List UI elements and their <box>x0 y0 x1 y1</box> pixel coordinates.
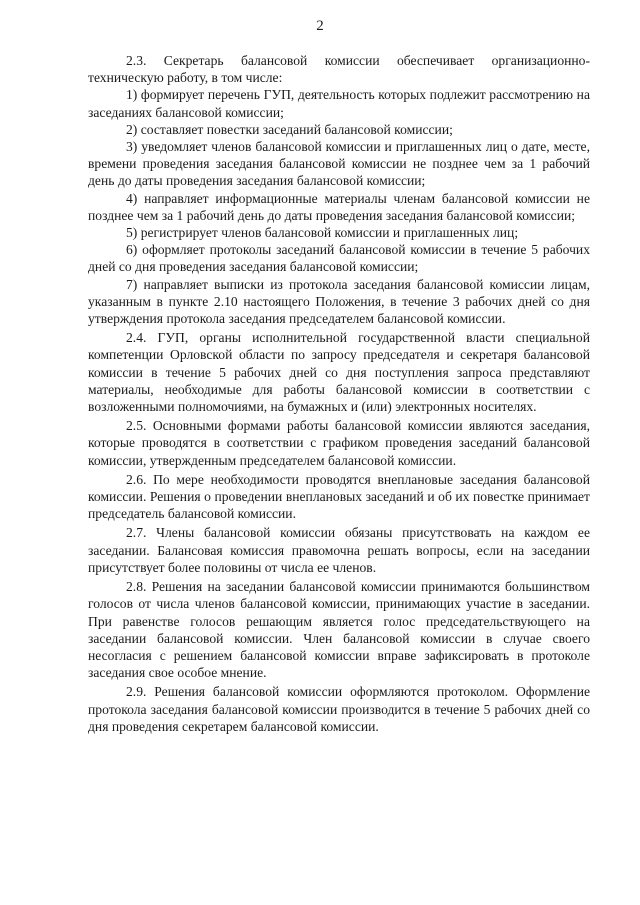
list-item-2: 2) составляет повестки заседаний балансовой комиссии; <box>126 121 453 137</box>
document-body <box>88 52 590 735</box>
paragraph-2-6: 2.6. По мере необходимости проводятся внеплановые заседания балансовой комиссии. Решения о проведении внеплановых заседаний и об их повестке принимает председатель балансовой комиссии. <box>88 471 590 522</box>
paragraph-2-7: 2.7. Члены балансовой комиссии обязаны присутствовать на каждом ее заседании. Балансовая комиссия правомочна решать вопросы, если на заседании присутствует более половины от числа ее членов. <box>88 525 590 575</box>
page-number: 2 <box>316 18 324 34</box>
paragraph-2-8: 2.8. Решения на заседании балансовой комиссии принимаются большинством голосов от числа членов балансовой комиссии, принимающих участие в заседании. При равенстве голосов решающим является голос председательствующего на заседании балансовой комиссии. Член балансовой комиссии в случае своего несогласия с решением балансовой комиссии вправе зафиксировать в протоколе заседания свое особое мнение. <box>88 579 590 681</box>
list-item-7: 7) направляет выписки из протокола заседания балансовой комиссии лицам, указанным в пункте 2.10 настоящего Положения, в течение 3 рабочих дней со дня утверждения протокола заседания председателем балансовой комиссии. <box>88 276 590 327</box>
paragraph-2-4: 2.4. ГУП, органы исполнительной государственной власти специальной компетенции Орловской области по запросу председателя и секретаря балансовой комиссии в течение 5 рабочих дней со дня поступления запроса представляют материалы, необходимые для работы балансовой комиссии в соответствии с возложенными полномочиями, на бумажных и (или) электронных носителях. <box>88 330 590 415</box>
list-item-3: 3) уведомляет членов балансовой комиссии и приглашенных лиц о дате, месте, времени проведения заседания балансовой комиссии не позднее чем за 1 рабочий день до даты проведения заседания балансовой комиссии; <box>88 139 590 189</box>
list-item-6: 6) оформляет протоколы заседаний балансовой комиссии в течение 5 рабочих дней со дня проведения заседания балансовой комиссии; <box>88 242 590 275</box>
list-item-4: 4) направляет информационные материалы членам балансовой комиссии не позднее чем за 1 рабочий день до даты проведения заседания балансовой комиссии; <box>88 190 590 223</box>
paragraph-2-9: 2.9. Решения балансовой комиссии оформляются протоколом. Оформление протокола заседания балансовой комиссии производится в течение 5 рабочих дней со дня проведения секретарем балансовой комиссии. <box>88 684 590 734</box>
paragraph-2-3: 2.3. Секретарь балансовой комиссии обеспечивает организационно-техническую работу, в том числе: <box>88 53 590 86</box>
list-item-1: 1) формирует перечень ГУП, деятельность которых подлежит рассмотрению на заседаниях балансовой комиссии; <box>88 87 590 120</box>
list-item-5: 5) регистрирует членов балансовой комиссии и приглашенных лиц; <box>126 225 519 241</box>
paragraph-2-5: 2.5. Основными формами работы балансовой комиссии являются заседания, которые проводятся в соответствии с графиком проведения заседаний балансовой комиссии, утвержденным председателем балансовой комиссии. <box>88 418 590 468</box>
